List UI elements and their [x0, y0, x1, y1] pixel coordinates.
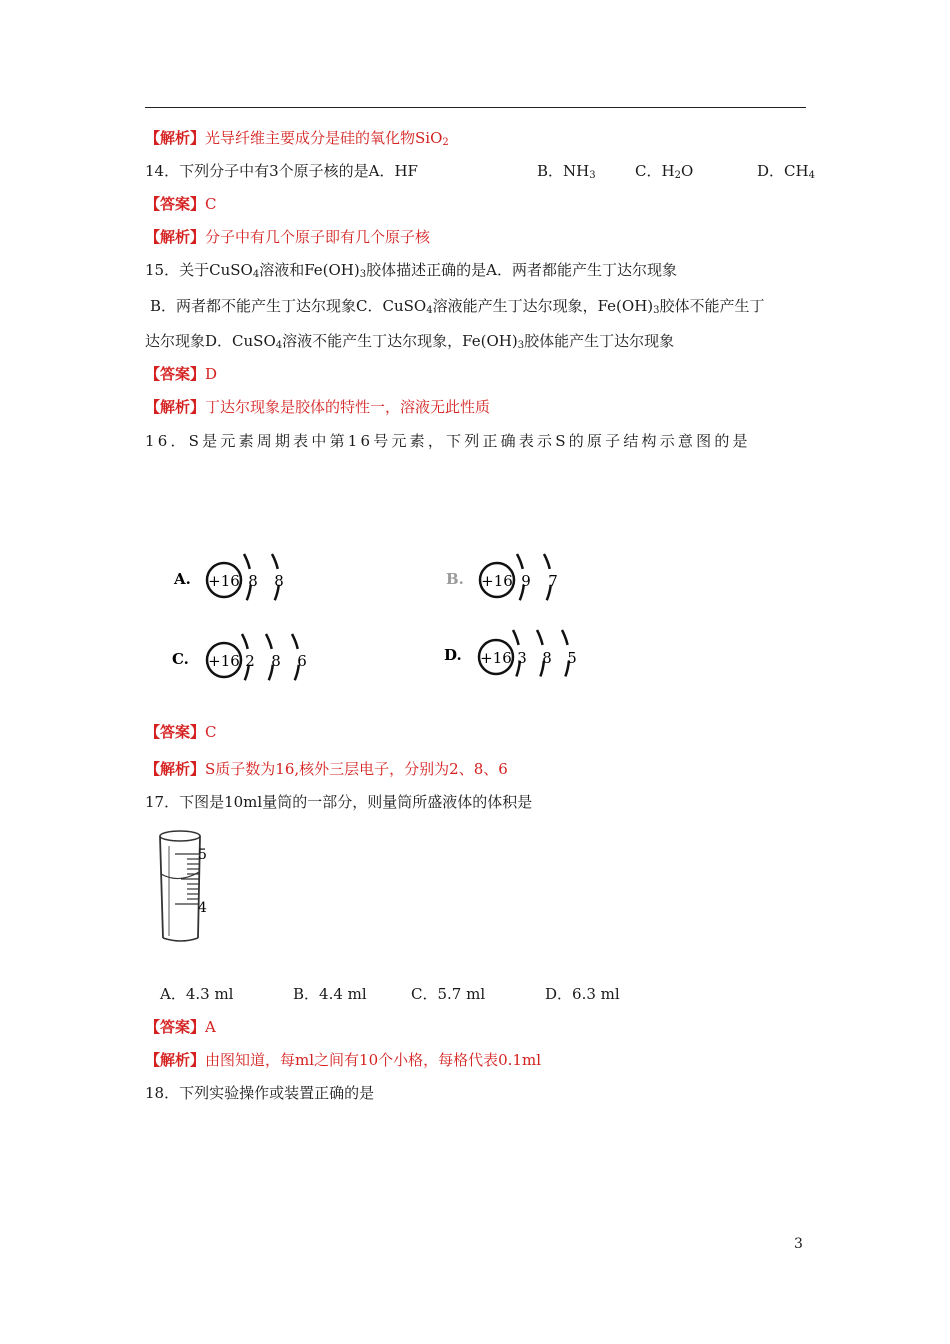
q14-analysis: [145, 227, 430, 247]
q17-option-d: D．6.3 ml: [545, 985, 620, 1003]
option-text: B．NH: [537, 162, 590, 180]
q16-analysis: [145, 759, 508, 779]
diagram-d: [444, 630, 577, 684]
q17-stem: 17．下图是10ml量筒的一部分，则量筒所盛液体的体积是: [145, 793, 533, 811]
q17-option-c: C．5.7 ml: [411, 985, 486, 1003]
nucleus-charge: +16: [208, 652, 240, 670]
q14-option-b: [537, 161, 596, 181]
analysis-tag: 【解析】: [145, 129, 206, 147]
option-subscript: 3: [589, 170, 596, 181]
text: 胶体不能产生丁: [659, 297, 765, 315]
answer-value: C: [205, 723, 217, 741]
analysis-text: 光导纤维主要成分是硅的氧化物SiO: [205, 129, 443, 147]
atomic-structure-diagrams: [160, 540, 600, 700]
q15-analysis: [145, 397, 490, 417]
diagram-a: [173, 554, 284, 606]
answer-tag: 【答案】: [145, 1018, 206, 1036]
text: 15．关于CuSO: [145, 261, 253, 279]
diagram-c-label: C.: [172, 650, 189, 668]
shell-electron-count: 8: [271, 652, 281, 670]
diagram-b: [446, 554, 558, 606]
analysis-tag: 【解析】: [145, 398, 206, 416]
answer-value: C: [205, 195, 217, 213]
q15-line-2: [150, 296, 765, 316]
shell-electron-count: 8: [248, 572, 258, 590]
q14-option-d: [757, 161, 815, 181]
header-rule: [145, 107, 806, 108]
shell-electron-count: 5: [567, 649, 577, 667]
analysis-text: 分子中有几个原子即有几个原子核: [205, 228, 431, 246]
cylinder-wall-left: [160, 836, 163, 938]
text: 胶体描述正确的是A．两者都能产生丁达尔现象: [366, 261, 677, 279]
option-text-tail: O: [680, 162, 694, 180]
shell-electron-count: 2: [245, 652, 255, 670]
q14-option-c: [635, 161, 693, 181]
q18-stem: 18．下列实验操作或装置正确的是: [145, 1084, 375, 1102]
subscript: 3: [653, 305, 660, 316]
cylinder-rim: [160, 831, 200, 841]
nucleus-charge: +16: [481, 572, 513, 590]
q17-analysis: [145, 1050, 541, 1070]
q14-answer: [145, 194, 217, 214]
diagram-d-label: D.: [444, 646, 462, 664]
analysis-text: 丁达尔现象是胶体的特性一，溶液无此性质: [205, 398, 491, 416]
option-subscript: 2: [674, 170, 681, 181]
option-subscript: 4: [808, 170, 815, 181]
q13-analysis: [145, 128, 449, 148]
q15-line-3: [145, 331, 674, 351]
shell-electron-count: 7: [548, 572, 558, 590]
nucleus-charge: +16: [480, 649, 512, 667]
q17-option-b: B．4.4 ml: [293, 985, 367, 1003]
shell-electron-count: 8: [274, 572, 284, 590]
text: 溶液和Fe(OH): [259, 261, 360, 279]
option-text: D．CH: [757, 162, 809, 180]
answer-tag: 【答案】: [145, 195, 206, 213]
nucleus-charge: +16: [208, 572, 240, 590]
answer-value: A: [205, 1018, 216, 1036]
analysis-subscript: 2: [442, 137, 449, 148]
cylinder-bottom: [163, 938, 198, 941]
text: 溶液不能产生丁达尔现象，Fe(OH): [282, 332, 518, 350]
answer-tag: 【答案】: [145, 365, 206, 383]
q14-stem: 14．下列分子中有3个原子核的是A．HF: [145, 162, 418, 180]
text: 胶体能产生丁达尔现象: [524, 332, 675, 350]
shell-electron-count: 8: [542, 649, 552, 667]
q16-answer: [145, 722, 217, 742]
shell-electron-count: 9: [521, 572, 531, 590]
subscript: 4: [275, 340, 283, 351]
graduated-cylinder: [155, 826, 225, 946]
subscript: 3: [517, 340, 525, 351]
analysis-tag: 【解析】: [145, 760, 206, 778]
diagram-b-label: B.: [446, 570, 464, 588]
page-number: 3: [794, 1236, 803, 1252]
option-text: C．H: [635, 162, 675, 180]
analysis-text: S质子数为16,核外三层电子，分别为2、8、6: [205, 760, 508, 778]
scale-label-bottom: 4: [198, 900, 207, 916]
q15-answer: [145, 364, 217, 384]
q17-option-a: A．4.3 ml: [160, 985, 234, 1003]
liquid-meniscus: [161, 872, 199, 879]
analysis-tag: 【解析】: [145, 1051, 206, 1069]
text: B．两者都不能产生丁达尔现象C．CuSO: [150, 297, 427, 315]
diagram-a-label: A.: [174, 570, 191, 588]
answer-tag: 【答案】: [145, 723, 206, 741]
analysis-tag: 【解析】: [145, 228, 206, 246]
shell-electron-count: 3: [517, 649, 527, 667]
q15-line-1: [145, 260, 677, 280]
subscript: 3: [359, 269, 367, 280]
scale-label-top: 5: [198, 847, 207, 863]
analysis-text: 由图知道，每ml之间有10个小格，每格代表0.1ml: [205, 1051, 542, 1069]
shell-electron-count: 6: [297, 652, 307, 670]
text: 溶液能产生丁达尔现象，Fe(OH): [432, 297, 654, 315]
q17-answer: [145, 1017, 216, 1037]
subscript: 4: [426, 305, 433, 316]
q16-stem: 16．S是元素周期表中第16号元素，下列正确表示S的原子结构示意图的是: [145, 432, 751, 450]
subscript: 4: [252, 269, 260, 280]
diagram-c: [172, 634, 307, 686]
answer-value: D: [205, 365, 218, 383]
text: 达尔现象D．CuSO: [145, 332, 276, 350]
